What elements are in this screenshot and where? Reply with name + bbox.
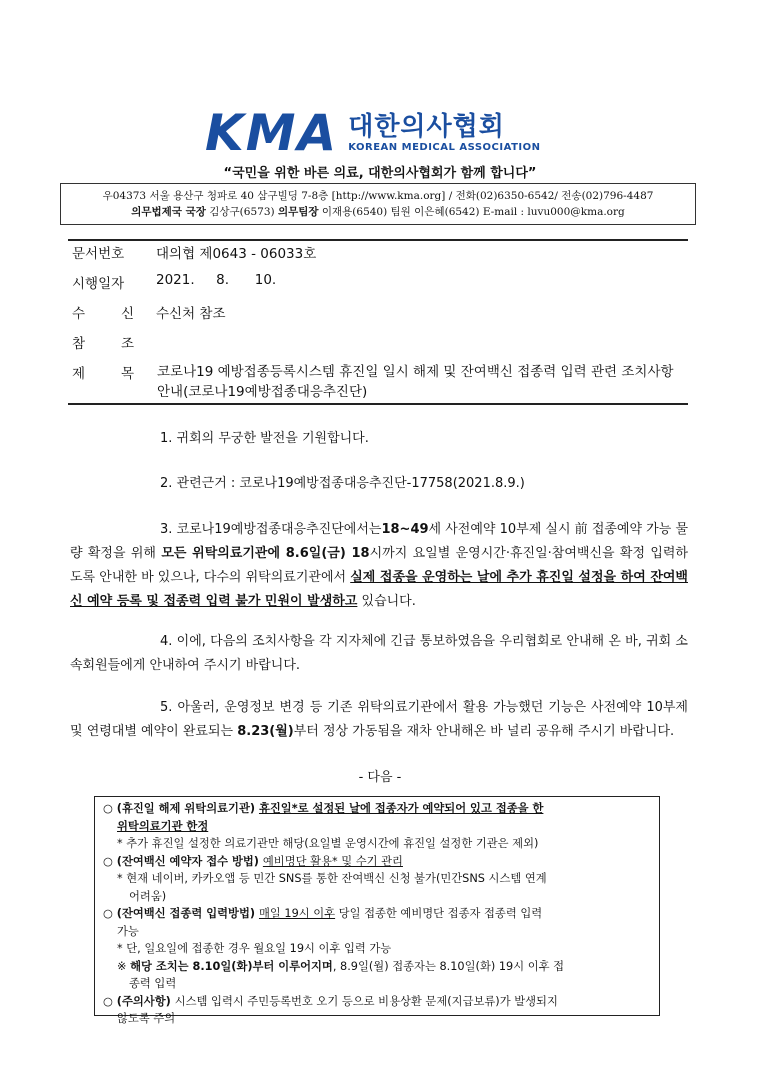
- notice-item-2-note: * 현재 네이버, 카카오앱 등 민간 SNS를 통한 잔여백신 신청 불가(민간SNS 시스템 연계: [117, 872, 547, 885]
- dept-label: 의무법제국 국장: [131, 206, 206, 218]
- notice-item-4-cont: 않도록 주의: [117, 1012, 176, 1025]
- paragraph-5: [70, 696, 688, 744]
- subject-label: [72, 362, 134, 382]
- address-box: [60, 183, 696, 225]
- notice-item-4-title: ○ (주의사항): [103, 994, 175, 1008]
- divider-top: [68, 239, 688, 241]
- notice-item-3-warning: [103, 958, 651, 976]
- notice-item-1-note: * 추가 휴진일 설정한 의료기관만 해당(요일별 운영시간에 휴진일 설정한 기관은 제외): [117, 837, 539, 850]
- paragraph-2: 2. 관련근거 : 코로나19예방접종대응추진단-17758(2021.8.9.): [160, 476, 525, 491]
- recipient-label: [72, 302, 134, 322]
- p3-text-g: 있습니다.: [357, 594, 416, 609]
- recipient-label-2: 신: [120, 306, 134, 322]
- warning-bold: 해당 조치는 8.10일(화)부터 이루어지며: [130, 959, 333, 973]
- notice-item-3-cont: 가능: [117, 924, 139, 938]
- p3-text-c: 세 사전예약 10부제 실시 前 접종예약 가능 물량 확정을 위해: [70, 522, 688, 561]
- paragraph-1: 1. 귀회의 무궁한 발전을 기원합니다.: [160, 431, 369, 446]
- date-value: 2021. 8. 10.: [156, 272, 277, 288]
- paragraph-3: [70, 518, 688, 614]
- notice-item-3: [103, 905, 651, 923]
- date-row: [72, 272, 276, 292]
- p3-deadline: 모든 위탁의료기관에 8.6일(금) 18: [161, 546, 370, 561]
- team-names: 이재용(6540) 팀원 이은혜(6542) E-mail : luvu000@kma.org: [321, 206, 625, 218]
- warning-mark: ※: [117, 959, 131, 973]
- reference-label-1: 참: [72, 336, 86, 352]
- notice-box: [94, 796, 660, 1025]
- reference-row: [72, 332, 156, 352]
- subject-value: 코로나19 예방접종등록시스템 휴진일 일시 해제 및 잔여백신 접종력 입력 관련 조치사항 안내(코로나19예방접종대응추진단): [157, 364, 674, 400]
- p3-age-range: 18~49: [381, 522, 429, 537]
- p3-text-e: 시까지 요일별 운영시간·휴진일·참여백신을 확정 입력하도록 안내한 바 있으나, 다수의 위탁의료기관에서: [70, 546, 688, 585]
- divider-subject: [68, 403, 688, 405]
- warning-text: , 8.9일(월) 접종자는 8.10일(화) 19시 이후 접: [332, 959, 565, 973]
- reference-label-2: 조: [120, 336, 134, 352]
- notice-item-2-text: 예비명단 활용* 및 수기 관리: [262, 854, 403, 868]
- reference-label: [72, 332, 134, 352]
- logo-korean: 대한의사협회: [348, 112, 505, 142]
- notice-item-3-note: * 단, 일요일에 접종한 경우 월요일 19시 이후 입력 가능: [117, 942, 392, 955]
- p5-text-c: 부터 정상 가동됨을 재차 안내해온 바 널리 공유해 주시기 바랍니다.: [293, 724, 675, 739]
- p5-text-a: 5. 아울러, 운영정보 변경 등 기존 위탁의료기관에서 활용 가능했던 기능은 사전예약 10부제 및 연령대별 예약이 완료되는: [70, 700, 688, 739]
- paragraph-4: 4. 이에, 다음의 조치사항을 각 지자체에 긴급 통보하였음을 우리협회로 안내해 온 바, 귀회 소속회원들에게 안내하여 주시기 바랍니다.: [70, 634, 688, 673]
- slogan: “국민을 위한 바른 의료, 대한의사협회가 함께 합니다”: [223, 166, 537, 181]
- logo-text: [348, 112, 540, 154]
- team-label: 의무팀장: [277, 206, 319, 218]
- logo-abbr: KMA: [205, 104, 339, 162]
- logo-english: KOREAN MEDICAL ASSOCIATION: [348, 142, 541, 153]
- recipient-value: 수신처 참조: [156, 306, 226, 322]
- notice-item-2-title: ○ (잔여백신 예약자 접수 방법): [103, 854, 263, 868]
- p5-date: 8.23(월): [237, 724, 294, 739]
- doc-number-row: [72, 242, 316, 262]
- subject-label-1: 제: [72, 366, 86, 382]
- notice-item-3-title: ○ (잔여백신 접종력 입력방법): [103, 907, 259, 920]
- notice-item-2-note-cont: 어려움): [129, 889, 167, 903]
- dept-name: 김상구(6573): [209, 206, 275, 218]
- contact-line: [67, 204, 689, 220]
- notice-item-1: [103, 800, 651, 818]
- date-label: 시행일자: [72, 276, 125, 292]
- notice-item-2: [103, 853, 651, 871]
- notice-item-1-cont: [103, 818, 651, 836]
- recipient-row: [72, 302, 226, 322]
- notice-item-1-cont-text: 위탁의료기관 한정: [117, 819, 209, 833]
- notice-item-3-text: 당일 접종한 예비명단 접종자 접종력 입력: [335, 907, 543, 920]
- notice-item-3-time: 매일 19시 이후: [258, 907, 336, 920]
- doc-number-value: 대의협 제0643 - 06033호: [156, 246, 317, 262]
- notice-item-4-text: 시스템 입력시 주민등록번호 오기 등으로 비용상환 문제(지급보류)가 발생되지: [174, 994, 558, 1008]
- notice-item-3-warning-cont: 종력 입력: [129, 977, 177, 990]
- notice-item-1-text: 휴진일*로 설정된 날에 접종자가 예약되어 있고 접종을 한: [258, 802, 544, 815]
- notice-item-4: [103, 993, 651, 1011]
- recipient-label-1: 수: [72, 306, 86, 322]
- p3-issue: 실제 접종을 운영하는 날에 추가 휴진일 설정을 하여 잔여백신 예약 등록 및 접종력 입력 불가 민원이 발생하고: [70, 570, 688, 609]
- subject-label-2: 목: [120, 366, 134, 382]
- next-label: - 다음 -: [358, 770, 402, 785]
- doc-number-label: 문서번호: [72, 246, 125, 262]
- address-line: 우04373 서울 용산구 청파로 40 삼구빌딩 7-8층 [http://www.kma.org] / 전화(02)6350-6542/ 전송(02)796-4487: [102, 190, 654, 202]
- kma-logo: [205, 104, 565, 162]
- p3-text-a: 3. 코로나19예방접종대응추진단에서는: [160, 522, 382, 537]
- notice-item-1-title: ○ (휴진일 해제 위탁의료기관): [103, 802, 259, 815]
- subject-row: [72, 362, 156, 382]
